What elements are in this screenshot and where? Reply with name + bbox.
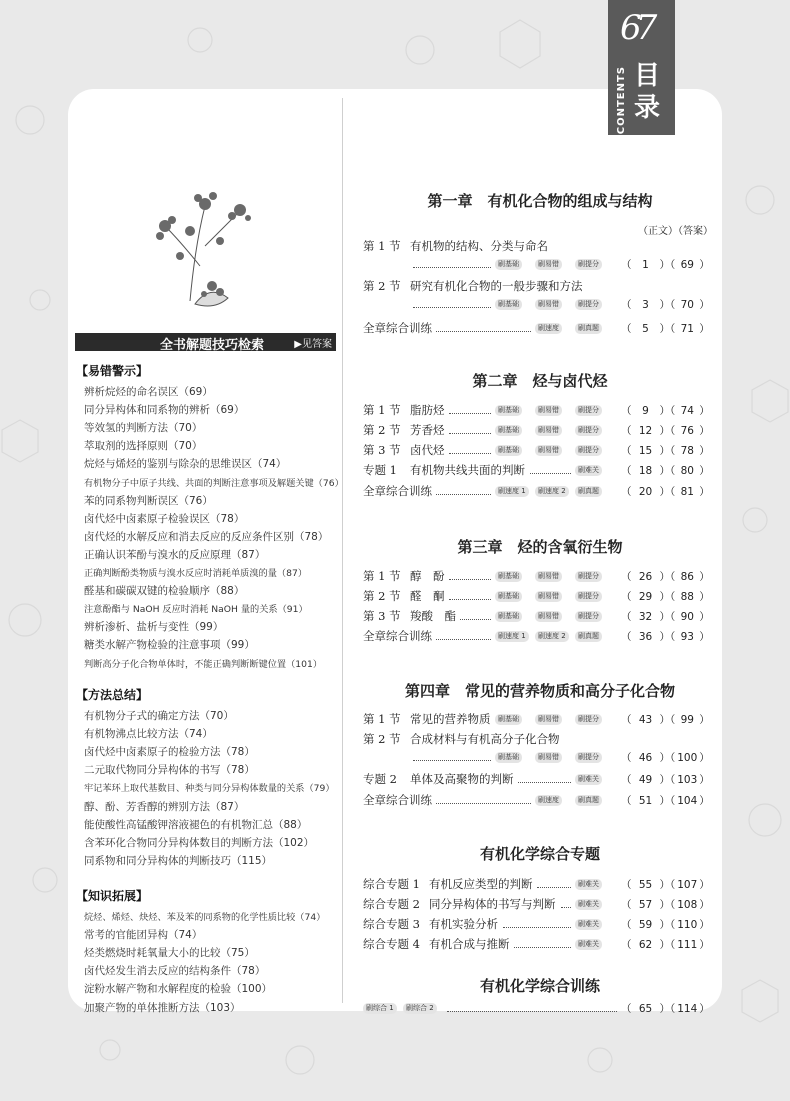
text-page: 20 [638, 486, 653, 498]
page-numbers: （ 49 ）（ 103 ） [621, 774, 710, 786]
leader-dots [561, 907, 571, 908]
text-page: 46 [638, 752, 653, 764]
text-page: 49 [638, 774, 653, 786]
leader-dots [436, 639, 491, 640]
practice-badge: 刷难关 [575, 879, 602, 890]
practice-badge: 刷基础 [495, 752, 522, 763]
practice-badge: 刷基础 [495, 425, 522, 436]
answer-page: 99 [680, 714, 694, 726]
section-number: 第 3 节 [363, 443, 401, 457]
leader-dots [413, 760, 491, 761]
leader-dots [449, 599, 491, 600]
tips-group-heading: 【方法总结】 [76, 688, 149, 702]
practice-badge: 刷难关 [575, 939, 602, 950]
toc-row [363, 320, 715, 336]
page-numbers: （ 5 ）（ 71 ） [621, 323, 710, 335]
practice-badge: 刷提分 [575, 445, 602, 456]
tips-item: 烷烃、烯烃、炔烃、苯及苯的同系物的化学性质比较（74） [84, 912, 326, 923]
tips-item: 有机物沸点比较方法（74） [84, 728, 213, 741]
section-number: 第 1 节 [363, 712, 401, 726]
tips-item: 醛基和碳碳双键的检验顺序（88） [84, 585, 245, 598]
practice-badge: 刷提分 [575, 611, 602, 622]
practice-badge: 刷基础 [495, 405, 522, 416]
tips-item: 卤代烃中卤素原子检验误区（78） [84, 512, 245, 525]
practice-badge: 刷易错 [535, 611, 562, 622]
practice-badge: 刷基础 [495, 299, 522, 310]
section-title: 卤代烃 [410, 443, 445, 457]
practice-badge: 刷难关 [575, 919, 602, 930]
tips-item: 糖类水解产物检验的注意事项（99） [84, 639, 255, 652]
section-title: 有机反应类型的判断 [429, 877, 533, 891]
toc-row [363, 422, 715, 438]
page-numbers: （ 65 ）（ 114 ） [621, 1003, 710, 1015]
plant-illustration [150, 186, 262, 311]
practice-badge: 刷基础 [495, 611, 522, 622]
text-page: 62 [638, 939, 653, 951]
text-page: 57 [638, 899, 653, 911]
page-title: 目录 [634, 61, 661, 123]
page-numbers: （ 32 ）（ 90 ） [621, 611, 710, 623]
section-number: 第 2 节 [363, 732, 401, 746]
leader-dots [436, 494, 491, 495]
section-number: 第 2 节 [363, 279, 401, 293]
practice-badge: 刷真题 [575, 486, 602, 497]
chapter-title: 第二章 烃与卤代烃 [472, 372, 608, 390]
answer-page: 88 [680, 591, 694, 603]
practice-badge: 刷速度 1 [495, 486, 529, 497]
section-number: 综合专题 3 [363, 917, 420, 931]
section-title: 羧酸 酯 [410, 609, 456, 623]
practice-badge: 刷易错 [535, 714, 562, 725]
text-page: 59 [638, 919, 653, 931]
tips-item: 有机物分子中原子共线、共面的判断注意事项及解题关键（76） [84, 477, 344, 489]
answer-page: 71 [680, 323, 694, 335]
toc-row [363, 792, 715, 808]
tips-item: 同分异构体和同系物的辨析（69） [84, 404, 245, 417]
page-numbers: （ 26 ）（ 86 ） [621, 571, 710, 583]
leader-dots [413, 267, 491, 268]
practice-badge: 刷提分 [575, 714, 602, 725]
tips-item: 注意酚酯与 NaOH 反应时消耗 NaOH 量的关系（91） [84, 604, 308, 616]
text-page: 18 [638, 465, 653, 477]
tips-item: 卤代烃发生消去反应的结构条件（78） [84, 965, 266, 978]
section-title: 有机物共线共面的判断 [410, 463, 525, 477]
answer-page: 108 [677, 899, 698, 911]
answer-page: 74 [680, 405, 694, 417]
text-page: 29 [638, 591, 653, 603]
page-numbers: （ 51 ）（ 104 ） [621, 795, 710, 807]
toc-row [363, 731, 715, 764]
leader-dots [447, 1011, 617, 1012]
contents-label: CONTENTS [616, 66, 627, 135]
leader-dots [449, 579, 491, 580]
practice-badge: 刷提分 [575, 752, 602, 763]
section-number: 综合专题 2 [363, 897, 420, 911]
page-numbers: （ 29 ）（ 88 ） [621, 591, 710, 603]
answer-page: 81 [680, 486, 694, 498]
practice-badge: 刷难关 [575, 465, 602, 476]
tips-item: 能使酸性高锰酸钾溶液褪色的有机物汇总（88） [84, 818, 308, 831]
page-numbers: （ 15 ）（ 78 ） [621, 445, 710, 457]
section-number: 全章综合训练 [363, 793, 432, 807]
tips-item: 常考的官能团异构（74） [84, 929, 203, 942]
tips-item: 卤代烃的水解反应和消去反应的反应条件区别（78） [84, 530, 329, 543]
practice-badge: 刷速度 [535, 795, 562, 806]
chapter-title: 有机化学综合专题 [480, 845, 601, 863]
answer-page: 110 [677, 919, 698, 931]
practice-badge: 刷易错 [535, 299, 562, 310]
answer-page: 86 [680, 571, 694, 583]
section-number: 第 1 节 [363, 403, 401, 417]
practice-badge: 刷基础 [495, 591, 522, 602]
practice-badge: 刷真题 [575, 795, 602, 806]
text-page: 51 [638, 795, 653, 807]
tips-item: 卤代烃中卤素原子的检验方法（78） [84, 746, 255, 759]
tips-item: 正确判断酚类物质与溴水反应时消耗单质溴的量（87） [84, 568, 308, 579]
toc-row [363, 608, 715, 624]
leader-dots [537, 887, 571, 888]
practice-badge: 刷易错 [535, 445, 562, 456]
answer-page: 90 [680, 611, 694, 623]
tips-group-heading: 【知识拓展】 [76, 889, 149, 903]
toc-row [363, 916, 715, 932]
practice-badge: 刷真题 [575, 323, 602, 334]
practice-badge: 刷基础 [495, 714, 522, 725]
text-page: 36 [638, 631, 653, 643]
answer-page: 69 [680, 259, 694, 271]
section-number: 全章综合训练 [363, 484, 432, 498]
answer-page: 78 [680, 445, 694, 457]
text-page: 26 [638, 571, 653, 583]
tips-item: 辨析烷烃的命名误区（69） [84, 386, 213, 398]
practice-badge: 刷易错 [535, 405, 562, 416]
practice-badge: 刷易错 [535, 259, 562, 270]
leader-dots [449, 453, 491, 454]
chapter-title: 有机化学综合训练 [480, 977, 601, 995]
column-divider [342, 98, 343, 1003]
tips-item: 萃取剂的选择原则（70） [84, 440, 203, 453]
tips-item: 醇、酚、芳香醇的辨别方法（87） [84, 800, 245, 813]
answer-page: 80 [680, 465, 694, 477]
leader-dots [503, 927, 571, 928]
tips-see-answer: ▶见答案 [294, 339, 332, 350]
practice-badge: 刷基础 [495, 571, 522, 582]
section-number: 全章综合训练 [363, 321, 432, 335]
practice-badge: 刷提分 [575, 591, 602, 602]
section-number: 专题 1 [363, 463, 397, 477]
practice-badge: 刷提分 [575, 425, 602, 436]
answer-page: 104 [677, 795, 698, 807]
page-numbers: （ 43 ）（ 99 ） [621, 714, 710, 726]
practice-badge: 刷难关 [575, 899, 602, 910]
contents-tag [608, 0, 675, 135]
toc-row [363, 876, 715, 892]
section-number: 专题 2 [363, 772, 397, 786]
section-title: 有机实验分析 [429, 917, 498, 931]
column-header: （正文）（答案） [638, 226, 713, 237]
practice-badge: 刷基础 [495, 259, 522, 270]
practice-badge: 刷综合 1 [363, 1003, 397, 1014]
page-numbers: （ 9 ）（ 74 ） [621, 405, 710, 417]
chapter-title: 第四章 常见的营养物质和高分子化合物 [405, 682, 676, 700]
text-page: 3 [642, 299, 649, 311]
section-title: 研究有机化合物的一般步骤和方法 [410, 279, 583, 293]
page-numbers: （ 36 ）（ 93 ） [621, 631, 710, 643]
text-page: 1 [642, 259, 649, 271]
tips-item: 辨析渗析、盐析与变性（99） [84, 621, 224, 634]
leader-dots [436, 803, 531, 804]
text-page: 43 [638, 714, 653, 726]
text-page: 9 [642, 405, 649, 417]
answer-page: 76 [680, 425, 694, 437]
section-number: 第 1 节 [363, 239, 401, 253]
answer-page: 70 [680, 299, 694, 311]
leader-dots [460, 619, 491, 620]
chapter-title: 第一章 有机化合物的组成与结构 [427, 192, 653, 210]
practice-badge: 刷速度 [535, 323, 562, 334]
tips-title: 全书解题技巧检索 [160, 338, 265, 353]
text-page: 5 [642, 323, 649, 335]
practice-badge: 刷提分 [575, 259, 602, 270]
answer-page: 107 [677, 879, 698, 891]
toc-row [363, 771, 715, 787]
tips-item: 判断高分子化合物单体时，不能正确判断断键位置（101） [84, 658, 323, 670]
tips-item: 含苯环化合物同分异构体数目的判断方法（102） [84, 836, 315, 849]
toc-row [363, 462, 715, 478]
section-number: 全章综合训练 [363, 629, 432, 643]
page-numbers: （ 1 ）（ 69 ） [621, 259, 710, 271]
tips-index-bar [75, 333, 336, 351]
leader-dots [436, 331, 531, 332]
section-title: 醇 酚 [410, 569, 445, 583]
toc-row [363, 442, 715, 458]
section-number: 综合专题 1 [363, 877, 420, 891]
section-title: 有机物的结构、分类与命名 [410, 239, 548, 253]
leader-dots [413, 307, 491, 308]
text-page: 55 [638, 879, 653, 891]
practice-badge: 刷综合 2 [403, 1003, 437, 1014]
toc-row [363, 568, 715, 584]
section-title: 脂肪烃 [410, 403, 445, 417]
page-numbers: （ 46 ）（ 100 ） [621, 752, 710, 764]
text-page: 32 [638, 611, 653, 623]
text-page: 12 [638, 425, 653, 437]
tips-item: 烷烃与烯烃的鉴别与除杂的思维误区（74） [84, 458, 287, 471]
text-page: 65 [638, 1003, 653, 1015]
toc-row [363, 278, 715, 311]
tips-item: 正确认识苯酚与溴水的反应原理（87） [84, 548, 266, 561]
toc-row [363, 896, 715, 912]
tips-item: 加聚产物的单体推断方法（103） [84, 1001, 241, 1014]
page-numbers: （ 12 ）（ 76 ） [621, 425, 710, 437]
practice-badge: 刷提分 [575, 405, 602, 416]
answer-page: 103 [677, 774, 698, 786]
page-numbers: （ 62 ）（ 111 ） [621, 939, 710, 951]
toc-row [363, 628, 715, 644]
section-title: 有机合成与推断 [429, 937, 510, 951]
page-numbers: （ 20 ）（ 81 ） [621, 486, 710, 498]
practice-badge: 刷提分 [575, 299, 602, 310]
tips-item: 苯的同系物判断误区（76） [84, 494, 213, 507]
leader-dots [449, 433, 491, 434]
tips-item: 有机物分子式的确定方法（70） [84, 710, 234, 722]
section-number: 第 2 节 [363, 589, 401, 603]
answer-page: 111 [677, 939, 698, 951]
toc-row [363, 238, 715, 271]
tips-group-heading: 【易错警示】 [76, 364, 149, 378]
answer-page: 114 [677, 1003, 698, 1015]
section-title: 合成材料与有机高分子化合物 [410, 732, 560, 746]
practice-badge: 刷提分 [575, 571, 602, 582]
page-numbers: （ 18 ）（ 80 ） [621, 465, 710, 477]
practice-badge: 刷易错 [535, 425, 562, 436]
page-numbers: （ 57 ）（ 108 ） [621, 899, 710, 911]
leader-dots [518, 782, 571, 783]
practice-badge: 刷速度 1 [495, 631, 529, 642]
practice-badge: 刷速度 2 [535, 486, 569, 497]
toc-row [363, 588, 715, 604]
leader-dots [530, 473, 571, 474]
section-title: 芳香烃 [410, 423, 445, 437]
toc-row [363, 1000, 715, 1016]
section-title: 醛 酮 [410, 589, 445, 603]
section-number: 第 1 节 [363, 569, 401, 583]
tips-item: 淀粉水解产物和水解程度的检验（100） [84, 983, 273, 996]
tips-item: 等效氢的判断方法（70） [84, 422, 203, 435]
page-numbers: （ 55 ）（ 107 ） [621, 879, 710, 891]
section-number: 综合专题 4 [363, 937, 420, 951]
toc-row [363, 711, 715, 727]
practice-badge: 刷易错 [535, 591, 562, 602]
text-page: 15 [638, 445, 653, 457]
practice-badge: 刷难关 [575, 774, 602, 785]
section-title: 同分异构体的书写与判断 [429, 897, 556, 911]
section-number: 第 3 节 [363, 609, 401, 623]
tips-item: 牢记苯环上取代基数目、种类与同分异构体数量的关系（79） [84, 783, 335, 795]
leader-dots [449, 413, 491, 414]
logo-mark: 67 [620, 8, 652, 48]
tips-item: 二元取代物同分异构体的书写（78） [84, 764, 255, 777]
practice-badge: 刷真题 [575, 631, 602, 642]
answer-page: 100 [677, 752, 698, 764]
page-numbers: （ 59 ）（ 110 ） [621, 919, 710, 931]
practice-badge: 刷基础 [495, 445, 522, 456]
section-number: 第 2 节 [363, 423, 401, 437]
practice-badge: 刷易错 [535, 752, 562, 763]
section-title: 单体及高聚物的判断 [410, 772, 514, 786]
leader-dots [514, 947, 571, 948]
section-title: 常见的营养物质 [410, 712, 491, 726]
page-numbers: （ 3 ）（ 70 ） [621, 299, 710, 311]
toc-row [363, 402, 715, 418]
practice-badge: 刷易错 [535, 571, 562, 582]
practice-badge: 刷速度 2 [535, 631, 569, 642]
tips-item: 同系物和同分异构体的判断技巧（115） [84, 854, 273, 867]
toc-row [363, 483, 715, 499]
chapter-title: 第三章 烃的含氧衍生物 [457, 538, 623, 556]
toc-row [363, 936, 715, 952]
tips-item: 烃类燃烧时耗氧量大小的比较（75） [84, 947, 255, 960]
answer-page: 93 [680, 631, 694, 643]
